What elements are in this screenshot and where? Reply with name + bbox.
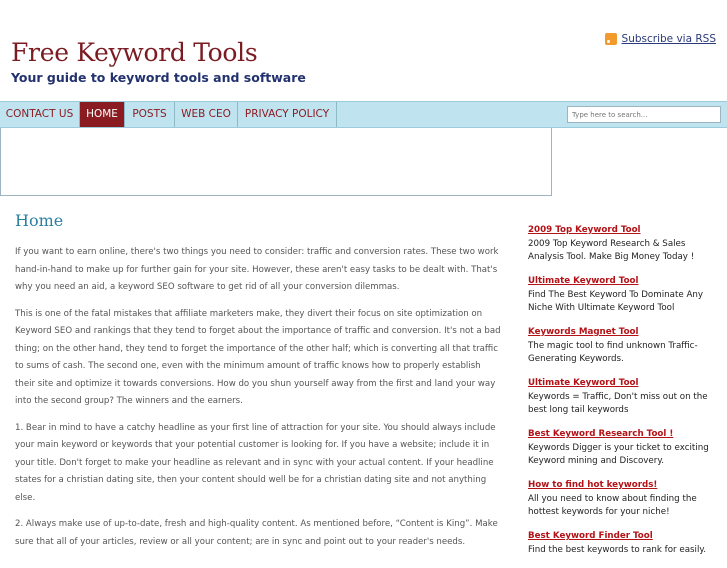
rss-subscribe[interactable] — [605, 33, 716, 45]
sidebar-ad — [528, 377, 723, 417]
nav-privacy-policy[interactable]: PRIVACY POLICY — [238, 102, 337, 127]
ad-title-link[interactable]: How to find hot keywords! — [528, 480, 658, 490]
sidebar-ads — [528, 224, 723, 568]
banner-area — [0, 128, 552, 196]
sidebar-ad — [528, 224, 723, 264]
content-paragraph: 2. Always make use of up-to-date, fresh and high-quality content. As mentioned before, “Content is King”. Make sure that all of your articles, review or all your content; are in sync and point out to your reader's needs. — [15, 519, 498, 547]
ad-description: 2009 Top Keyword Research & Sales Analysis Tool. Make Big Money Today ! — [528, 239, 695, 262]
ad-title-link[interactable]: Best Keyword Research Tool ! — [528, 429, 674, 439]
sidebar-ad — [528, 428, 723, 468]
main-nav — [0, 101, 727, 128]
page-title: Home — [15, 211, 64, 230]
nav-posts[interactable]: POSTS — [125, 102, 175, 127]
ad-description: Keywords = Traffic, Don't miss out on the best long tail keywords — [528, 392, 708, 415]
ad-title-link[interactable]: Keywords Magnet Tool — [528, 327, 639, 337]
ad-title-link[interactable]: Best Keyword Finder Tool — [528, 531, 653, 541]
sidebar-ad — [528, 326, 723, 366]
rss-icon — [605, 33, 617, 45]
sidebar-ad — [528, 479, 723, 519]
main-content — [15, 244, 502, 560]
ad-description: Find The Best Keyword To Dominate Any Niche With Ultimate Keyword Tool — [528, 290, 704, 313]
sidebar-ad — [528, 275, 723, 315]
site-tagline: Your guide to keyword tools and software — [11, 70, 306, 85]
ad-title-link[interactable]: Ultimate Keyword Tool — [528, 276, 639, 286]
ad-description: All you need to know about finding the hottest keywords for your niche! — [528, 494, 697, 517]
ad-description: Keywords Digger is your ticket to exciting Keyword mining and Discovery. — [528, 443, 709, 466]
content-paragraph: 1. Bear in mind to have a catchy headline as your first line of attraction for your site. You should always include your main keyword or keywords that your potential customer is looking for. If you have a website; include it in your title. Don't forget to make your headline as relevant and in sync with your actual content. If your headline states for a christian dating site, then your content should well be for a christian dating site and not anything else. — [15, 422, 496, 503]
sidebar-ad — [528, 530, 723, 557]
content-paragraph: This is one of the fatal mistakes that affiliate marketers make, they divert their focus on site optimization on Keyword SEO and rankings that they tend to forget about the importance of traffic and conversion. It's not a bad thing; on the other hand, they tend to forget the importance of the other half; which is converting all that traffic to sums of cash. The second one, even with the minimum amount of traffic knows how to properly establish their site and optimize it towards conversions. How do you shun yourself away from the first and land your way into the second group? The winners and the earners. — [15, 308, 501, 406]
search-input[interactable] — [567, 106, 721, 123]
ad-title-link[interactable]: Ultimate Keyword Tool — [528, 378, 639, 388]
ad-description: The magic tool to find unknown Traffic-Generating Keywords. — [528, 341, 698, 364]
site-title[interactable]: Free Keyword Tools — [11, 38, 258, 67]
nav-home[interactable]: HOME — [80, 102, 125, 127]
rss-link[interactable]: Subscribe via RSS — [621, 33, 716, 45]
nav-contact-us[interactable]: CONTACT US — [0, 102, 80, 127]
nav-web-ceo[interactable]: WEB CEO — [175, 102, 238, 127]
content-paragraph: If you want to earn online, there's two things you need to consider: traffic and conversion rates. These two work hand-in-hand to make up for further gain for your site. However, these aren't easy tasks to be dealt with. That's why you need an aid, a keyword SEO software to get rid of all your conversion dilemmas. — [15, 247, 499, 292]
ad-title-link[interactable]: 2009 Top Keyword Tool — [528, 225, 641, 235]
ad-description: Find the best keywords to rank for easily. — [528, 545, 707, 555]
